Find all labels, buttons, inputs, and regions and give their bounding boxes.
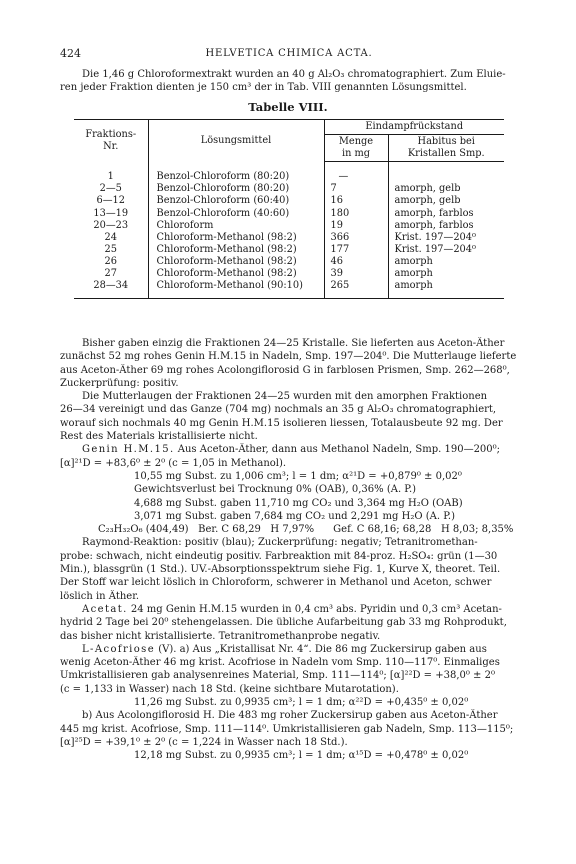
text-line: b) Aus Acolongiflorosid H. Die 483 mg roher Zuckersirup gaben aus Aceton-Äther	[82, 710, 498, 722]
text-line: probe: schwach, nicht eindeutig positiv. Farbreaktion mit 84-proz. H₂SO₄: grün (1—30	[60, 550, 498, 562]
journal-title: HELVETICA CHIMICA ACTA.	[205, 48, 373, 59]
section-title-acetat: Acetat.	[82, 603, 128, 615]
text-line: (c = 1,133 in Wasser) nach 18 Std. (keine sichtbare Mutarotation).	[60, 683, 399, 695]
running-header	[60, 47, 518, 61]
text-line: hydrid 2 Tage bei 20⁰ stehengelassen. Die übliche Aufarbeitung gab 33 mg Rohprodukt,	[60, 617, 507, 629]
text-line: Die Mutterlaugen der Fraktionen 24—25 wurden mit den amorphen Fraktionen	[82, 391, 488, 403]
table-row: 13—19 Benzol-Chloroform (40:60) 180 amorph, farblos	[74, 208, 504, 220]
page-number: 424	[60, 47, 81, 60]
table-row: 20—23 Chloroform 19 amorph, farblos	[74, 220, 504, 232]
text-line: aus Aceton-Äther 69 mg rohes Acolongiflorosid G in farblosen Prismen, Smp. 262—268⁰,	[60, 364, 510, 376]
text-line: [α]²⁵D = +39,1⁰ ± 2⁰ (c = 1,224 in Wasser nach 18 Std.).	[60, 736, 348, 748]
text-line: Der Stoff war leicht löslich in Chloroform, schwerer in Methanol und Aceton, schwer	[60, 577, 492, 589]
text-line: Min.), blassgrün (1 Std.). UV.-Absorptionsspektrum siehe Fig. 1, Kurve X, theoret. Teil.	[60, 564, 501, 576]
text-line: Zuckerprüfung: positiv.	[60, 377, 179, 389]
text-line: Rest des Materials kristallisierte nicht.	[60, 431, 258, 443]
table-row: 28—34 Chloroform-Methanol (90:10) 265 amorph	[74, 280, 504, 299]
table-row: 1 Benzol-Chloroform (80:20) —	[74, 171, 504, 183]
text-line: wenig Aceton-Äther 46 mg krist. Acofriose in Nadeln vom Smp. 110—117⁰. Einmaliges	[60, 657, 500, 669]
text-line: Bisher gaben einzig die Fraktionen 24—25 Kristalle. Sie lieferten aus Aceton-Äther	[82, 338, 505, 349]
measurement-line: 10,55 mg Subst. zu 1,006 cm³; l = 1 dm; α²¹D = +0,879⁰ ± 0,02⁰	[134, 470, 462, 482]
table-row: 25 Chloroform-Methanol (98:2) 177 Krist. 197—204⁰	[74, 244, 504, 256]
text-line: Genin H.M.15. Aus Aceton-Äther, dann aus Methanol Nadeln, Smp. 190—200⁰;	[82, 444, 501, 456]
text-line: das bisher nicht kristallisierte. Tetranitromethanprobe negativ.	[60, 630, 381, 642]
solvent-fraction-table	[74, 119, 504, 299]
text-line: Die 1,46 g Chloroformextrakt wurden an 40 g Al₂O₃ chromatographiert. Zum Eluie-	[82, 69, 506, 80]
table-row: 2—5 Benzol-Chloroform (80:20) 7 amorph, gelb	[74, 183, 504, 195]
header-eindampfrueckstand: Eindampfrückstand	[324, 120, 504, 135]
measurement-line: 11,26 mg Subst. zu 0,9935 cm³; l = 1 dm; α²²D = +0,435⁰ ± 0,02⁰	[134, 697, 469, 709]
header-fraktions-nr: Fraktions- Nr.	[74, 120, 148, 162]
section-title-genin: Genin H.M.15.	[82, 444, 175, 456]
header-habitus: Habitus bei Kristallen Smp.	[388, 135, 504, 162]
text-line: 26—34 vereinigt und das Ganze (704 mg) nochmals an 35 g Al₂O₃ chromatographiert,	[60, 404, 497, 416]
text-line: [α]²¹D = +83,6⁰ ± 2⁰ (c = 1,05 in Methanol).	[60, 457, 287, 469]
text-line: zunächst 52 mg rohes Genin H.M.15 in Nadeln, Smp. 197—204⁰. Die Mutterlauge lieferte	[60, 351, 517, 363]
table-caption: Tabelle VIII.	[248, 100, 328, 114]
text-line: Acetat. 24 mg Genin H.M.15 wurden in 0,4 cm³ abs. Pyridin und 0,3 cm³ Acetan-	[82, 603, 502, 615]
table-body	[74, 162, 504, 299]
table-row: 26 Chloroform-Methanol (98:2) 46 amorph	[74, 256, 504, 268]
text-line: Umkristallisieren gab analysenreines Material, Smp. 111—114⁰; [α]²²D = +38,0⁰ ± 2⁰	[60, 670, 495, 682]
text-line: ren jeder Fraktion dienten je 150 cm³ der in Tab. VIII genannten Lösungsmittel.	[60, 82, 467, 94]
intro-paragraph	[60, 68, 520, 95]
table-row: 27 Chloroform-Methanol (98:2) 39 amorph	[74, 268, 504, 280]
header-menge: Menge in mg	[324, 135, 388, 162]
body-text	[60, 337, 520, 763]
table-row: 24 Chloroform-Methanol (98:2) 366 Krist. 197—204⁰	[74, 232, 504, 244]
text-line: Raymond-Reaktion: positiv (blau); Zuckerprüfung: negativ; Tetranitromethan-	[82, 537, 478, 549]
text-line: L-Acofriose (V). a) Aus „Kristallisat Nr. 4“. Die 86 mg Zuckersirup gaben aus	[82, 643, 487, 655]
formula-line: C₂₃H₃₂O₆ (404,49) Ber. C 68,29 H 7,97% Gef. C 68,16; 68,28 H 8,03; 8,35%	[98, 524, 514, 536]
measurement-line: Gewichtsverlust bei Trocknung 0% (OAB), 0,36% (A. P.)	[134, 484, 417, 496]
header-loesungsmittel: Lösungsmittel	[148, 120, 324, 162]
measurement-line: 4,688 mg Subst. gaben 11,710 mg CO₂ und 3,364 mg H₂O (OAB)	[134, 497, 463, 509]
text-line: löslich in Äther.	[60, 590, 140, 602]
measurement-line: 3,071 mg Subst. gaben 7,684 mg CO₂ und 2,291 mg H₂O (A. P.)	[134, 510, 455, 522]
text-line: 445 mg krist. Acofriose, Smp. 111—114⁰. Umkristallisieren gab Nadeln, Smp. 113—115⁰;	[60, 723, 514, 735]
section-title-acofriose: L-Acofriose	[82, 643, 156, 655]
text-line: worauf sich nochmals 40 mg Genin H.M.15 isolieren liessen, Totalausbeute 92 mg. Der	[60, 417, 503, 429]
table-row: 6—12 Benzol-Chloroform (60:40) 16 amorph, gelb	[74, 195, 504, 207]
measurement-line: 12,18 mg Subst. zu 0,9935 cm³; l = 1 dm; α¹⁵D = +0,478⁰ ± 0,02⁰	[134, 750, 469, 762]
